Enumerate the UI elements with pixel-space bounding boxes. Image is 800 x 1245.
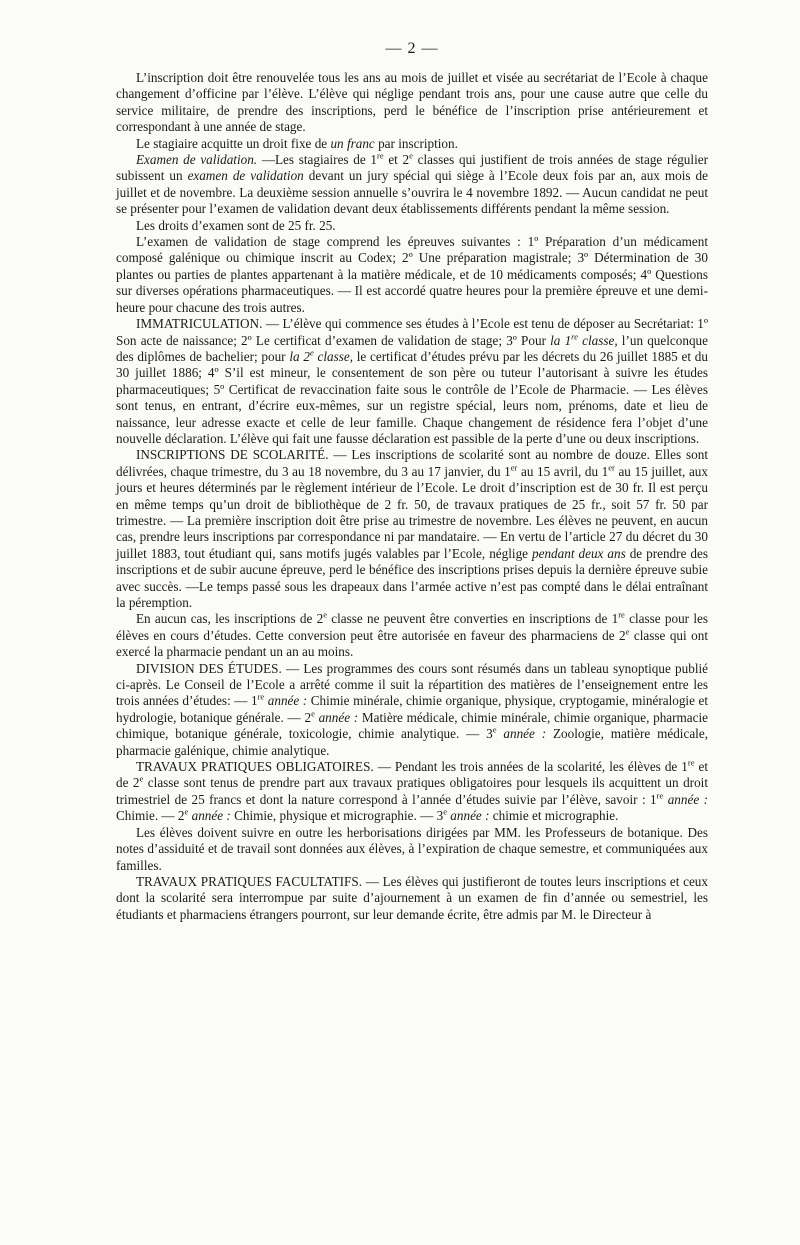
paragraph-scolarity-inscriptions: INSCRIPTIONS DE SCOLARITÉ. — Les inscriptions de scolarité sont au nombre de douze. Elles sont délivrées, chaque trimestre, du 3 au 18 novembre, du 3 au 17 janvier, du 1er au 15 avril, du 1er au 15 juillet, aux jours et heures déterminés par le règlement intérieur de l’Ecole. Le droit d’inscription est de 30 fr. Il est perçu en même temps qu’un droit de bibliothèque de 2 fr. 50, de travaux pratiques de 25 fr., soit 57 fr. 50 par trimestre. — La première inscription doit être prise au trimestre de novembre. Les élèves ne peuvent, en aucun cas, prendre leurs inscriptions par correspondance ni par mandataire. — En vertu de l’article 27 du décret du 30 juillet 1883, tout étudiant qui, sans motifs jugés valables par l’Ecole, néglige pendant deux ans de prendre des inscriptions et de subir aucune épreuve, perd le bénéfice des inscriptions prises depuis la dernière épreuve subie avec succès. —Le temps passé sous les drapeaux dans l’armée active n’est pas compté dans le délai entraînant la péremption.: [116, 447, 709, 610]
paragraph-optional-practicals: TRAVAUX PRATIQUES FACULTATIFS. — Les élèves qui justifieront de toutes leurs inscriptions et ceux dont la scolarité sera interrompue par suite d’ajournement à un examen de fin d’année ou semestriel, les étudiants et pharmaciens étrangers pourront, sur leur demande écrite, être admis par M. le Directeur à: [116, 873, 708, 922]
paragraph-validation-exam: Examen de validation. —Les stagiaires de 1re et 2e classes qui justifient de trois années de stage régulier subissent un examen de validation devant un jury spécial qui siège à l’Ecole deux fois par an, aux mois de juillet et de novembre. La deuxième session annuelle s’ouvrira le 4 novembre 1892. — Aucun candidat ne peut se présenter pour l’examen de validation devant deux établissements différents pendant la même session.: [116, 150, 708, 217]
page-number: — 2 —: [385, 40, 439, 57]
paragraph-exam-tests: L’examen de validation de stage comprend les épreuves suivantes : 1º Préparation d’un médicament composé galénique ou chimique inscrit au Codex; 2º Une préparation magistrale; 3º Détermination de 30 plantes ou parties de plantes appartenant à la matière médicale, et de 10 médicaments composés; 4º Questions sur diverses opérations pharmaceutiques. — Il est accordé quatre heures pour la première épreuve et une demi-heure pour chacune des trois autres.: [116, 234, 708, 315]
paragraph-class-conversion: En aucun cas, les inscriptions de 2e classe ne peuvent être converties en inscriptions de 1re classe pour les élèves en cours d’études. Cette conversion peut être autorisée en faveur des pharmaciens de 2e classe qui ont exercé la pharmacie pendant un an au moins.: [116, 610, 708, 660]
paragraph-fixed-fee: Le stagiaire acquitte un droit fixe de un franc par inscription.: [136, 135, 458, 151]
paragraph-mandatory-practicals: TRAVAUX PRATIQUES OBLIGATOIRES. — Pendant les trois années de la scolarité, les élèves de 1re et de 2e classe sont tenus de prendre part aux travaux pratiques obligatoires pour lesquels ils acquittent un droit trimestriel de 25 francs et dont la nature correspond à l’année d’études suivie par l’élève, savoir : 1re année : Chimie. — 2e année : Chimie, physique et micrographie. — 3e année : chimie et micrographie.: [116, 757, 708, 824]
paragraph-immatriculation: IMMATRICULATION. — L’élève qui commence ses études à l’Ecole est tenu de déposer au Secrétariat: 1º Son acte de naissance; 2º Le certificat d’examen de validation de stage; 3º Pour la 1re classe, l’un quelconque des diplômes de bachelier; pour la 2e classe, le certificat d’études prévu par les décrets du 26 juillet 1885 et du 30 juillet 1886; 4º S’il est mineur, le consentement de son père ou tuteur l’autorisant à suivre les études pharmaceutiques; 5º Certificat de revaccination faite sous le contrôle de l’Ecole de Pharmacie. — Les élèves sont tenus, en entrant, d’écrire eux-mêmes, sur un registre spécial, leurs nom, prénoms, date et lieu de naissance, leur adresse exacte et celle de leur famille. Chaque changement de résidence fera l’objet d’une nouvelle déclaration. L’élève qui fait une fausse déclaration est passible de la perte d’une ou deux inscriptions.: [116, 316, 709, 446]
paragraph-exam-fees: Les droits d’examen sont de 25 fr. 25.: [136, 217, 336, 233]
paragraph-division-of-studies: DIVISION DES ÉTUDES. — Les programmes des cours sont résumés dans un tableau synoptique publié ci-après. Le Conseil de l’Ecole a arrêté comme il suit la répartition des matières de l’enseignement entre les trois années d’études: — 1re année : Chimie minérale, chimie organique, physique, cryptogamie, minéralogie et hydrologie, botanique générale. — 2e année : Matière médicale, chimie minérale, chimie organique, pharmacie chimique, botanique générale, toxicologie, chimie analytique. — 3e année : Zoologie, matière médicale, pharmacie galénique, chimie analytique.: [116, 660, 709, 758]
paragraph-herborisations: Les élèves doivent suivre en outre les herborisations dirigées par MM. les Professeurs de botanique. Des notes d’assiduité et de travail sont données aux élèves, à l’expiration de chaque semestre, et communiquées aux familles.: [116, 824, 708, 873]
paragraph-inscription-renewal: L’inscription doit être renouvelée tous les ans au mois de juillet et visée au secrétariat de l’Ecole à chaque changement d’officine par l’élève. L’élève qui néglige pendant trois ans, pour une cause autre que celle du service militaire, de prendre des inscriptions, perd le bénéfice de l’inscription prise antérieurement et correspondant à une année de stage.: [116, 70, 708, 135]
